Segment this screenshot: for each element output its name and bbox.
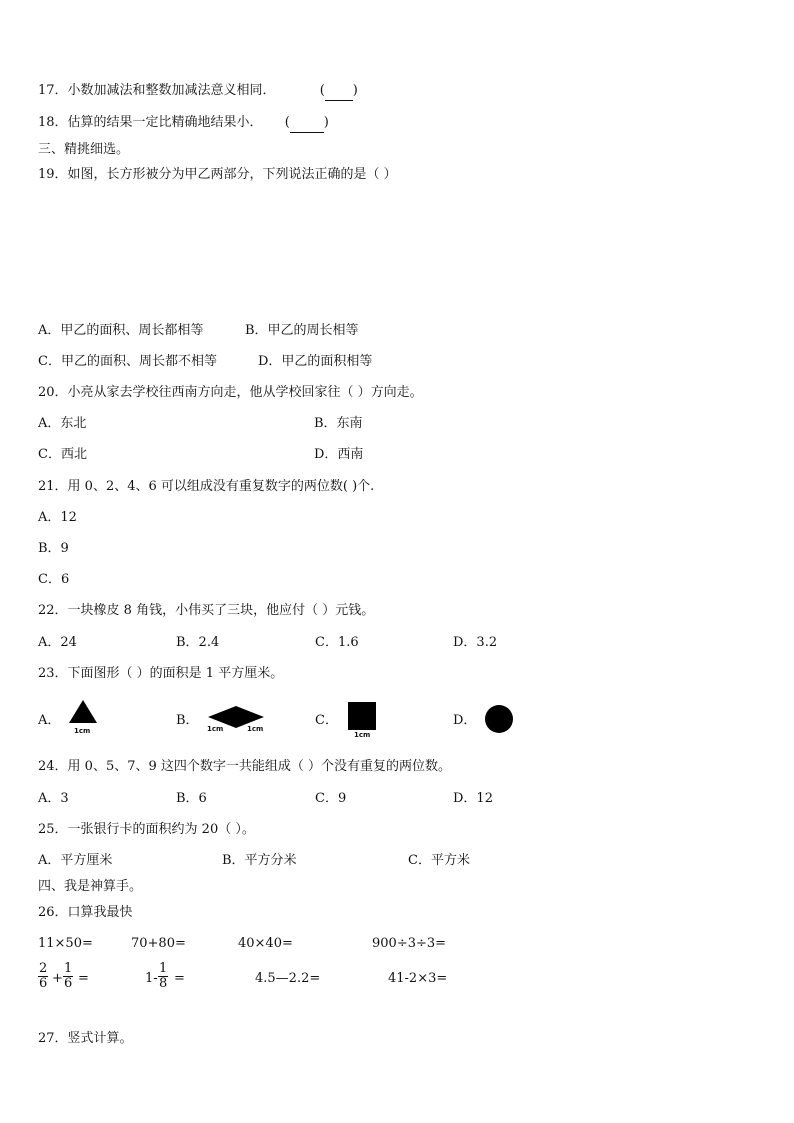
calc-2: 70+80= (131, 936, 186, 951)
q22-option-b[interactable]: B．2.4 (176, 635, 220, 650)
one-minus: 1- (145, 971, 158, 986)
circle-shape (484, 704, 514, 734)
q23-option-a-label: A． (38, 713, 61, 728)
question-17 (38, 82, 358, 101)
q22-option-a[interactable]: A．24 (38, 635, 77, 650)
question-27-stem: 27．竖式计算。 (38, 1031, 133, 1046)
fraction-2-6: $\frac{2}{6}$ (39, 961, 48, 991)
q19-option-c[interactable]: C．甲乙的面积、周长都不相等 (38, 354, 217, 369)
question-25-stem: 25．一张银行卡的面积约为 20（ ）。 (38, 822, 255, 837)
q21-option-a[interactable]: A．12 (38, 510, 77, 525)
question-24-stem: 24．用 0、5、7、9 这四个数字一共能组成（ ）个没有重复的两位数。 (38, 759, 452, 774)
q20-option-d[interactable]: D．西南 (314, 447, 364, 462)
q20-option-c[interactable]: C．西北 (38, 447, 87, 462)
question-23-stem: 23．下面图形（ ）的面积是 1 平方厘米。 (38, 666, 284, 681)
question-26-stem: 26．口算我最快 (38, 905, 133, 920)
section-4-heading: 四、我是神算手。 (38, 879, 143, 894)
rhombus-side-label-left: 1cm (207, 725, 224, 733)
question-17-text: 17．小数加减法和整数加减法意义相同． (38, 83, 276, 98)
q22-option-c[interactable]: C．1.6 (315, 635, 359, 650)
plus-sign: + (52, 971, 63, 986)
q25-option-a[interactable]: A．平方厘米 (38, 853, 113, 868)
q23-option-c-label: C． (315, 713, 338, 728)
triangle-side-label: 1cm (74, 727, 91, 735)
question-20-stem: 20．小亮从家去学校往西南方向走，他从学校回家往（ ）方向走。 (38, 385, 423, 400)
q25-option-b[interactable]: B．平方分米 (222, 853, 297, 868)
square-side-label: 1cm (354, 731, 371, 739)
q23-option-d[interactable] (453, 712, 476, 730)
question-18-text: 18．估算的结果一定比精确地结果小． (38, 115, 263, 130)
q23-option-b-label: B． (176, 713, 199, 728)
question-19-stem: 19．如图，长方形被分为甲乙两部分，下列说法正确的是（ ） (38, 167, 397, 182)
question-22-stem: 22．一块橡皮 8 角钱，小伟买了三块，他应付（ ）元钱。 (38, 603, 375, 618)
calc-1: 11×50= (38, 936, 93, 951)
q24-option-a[interactable]: A．3 (38, 791, 69, 806)
q24-option-b[interactable]: B．6 (176, 791, 207, 806)
equals-sign-1: = (78, 971, 89, 986)
q21-option-c[interactable]: C．6 (38, 572, 70, 587)
question-21-stem: 21．用 0、2、4、6 可以组成没有重复数字的两位数( )个. (38, 479, 375, 494)
equals-sign-2: = (174, 971, 185, 986)
square-shape (348, 702, 376, 730)
question-18 (38, 114, 329, 133)
answer-paren-17[interactable]: ( ) (320, 83, 358, 98)
q19-option-a[interactable]: A．甲乙的面积、周长都相等 (38, 323, 204, 338)
q25-option-c[interactable]: C．平方米 (408, 853, 470, 868)
rhombus-side-label-right: 1cm (247, 725, 264, 733)
section-3-heading: 三、精挑细选。 (38, 142, 130, 157)
q23-option-a[interactable] (38, 712, 60, 730)
triangle-shape (68, 699, 98, 725)
q23-option-c[interactable] (315, 712, 338, 730)
calc-3: 40×40= (238, 936, 293, 951)
answer-paren-18[interactable]: ( ) (285, 115, 329, 130)
q19-option-b[interactable]: B．甲乙的周长相等 (245, 323, 359, 338)
q20-option-b[interactable]: B．东南 (314, 416, 363, 431)
fraction-1-8: $\frac{1}{8}$ (159, 961, 168, 991)
q22-option-d[interactable]: D．3.2 (453, 635, 498, 650)
calc-8: 41-2×3= (388, 971, 448, 986)
calc-6: 4.5—2.2= (255, 971, 321, 986)
fraction-1-6: $\frac{1}{6}$ (64, 961, 73, 991)
q20-option-a[interactable]: A．东北 (38, 416, 87, 431)
q24-option-c[interactable]: C．9 (315, 791, 347, 806)
q21-option-b[interactable]: B．9 (38, 541, 69, 556)
q19-option-d[interactable]: D．甲乙的面积相等 (258, 354, 373, 369)
calc-4: 900÷3÷3= (372, 936, 447, 951)
q23-option-b[interactable] (176, 712, 199, 730)
q24-option-d[interactable]: D．12 (453, 791, 493, 806)
q23-option-d-label: D． (453, 713, 477, 728)
